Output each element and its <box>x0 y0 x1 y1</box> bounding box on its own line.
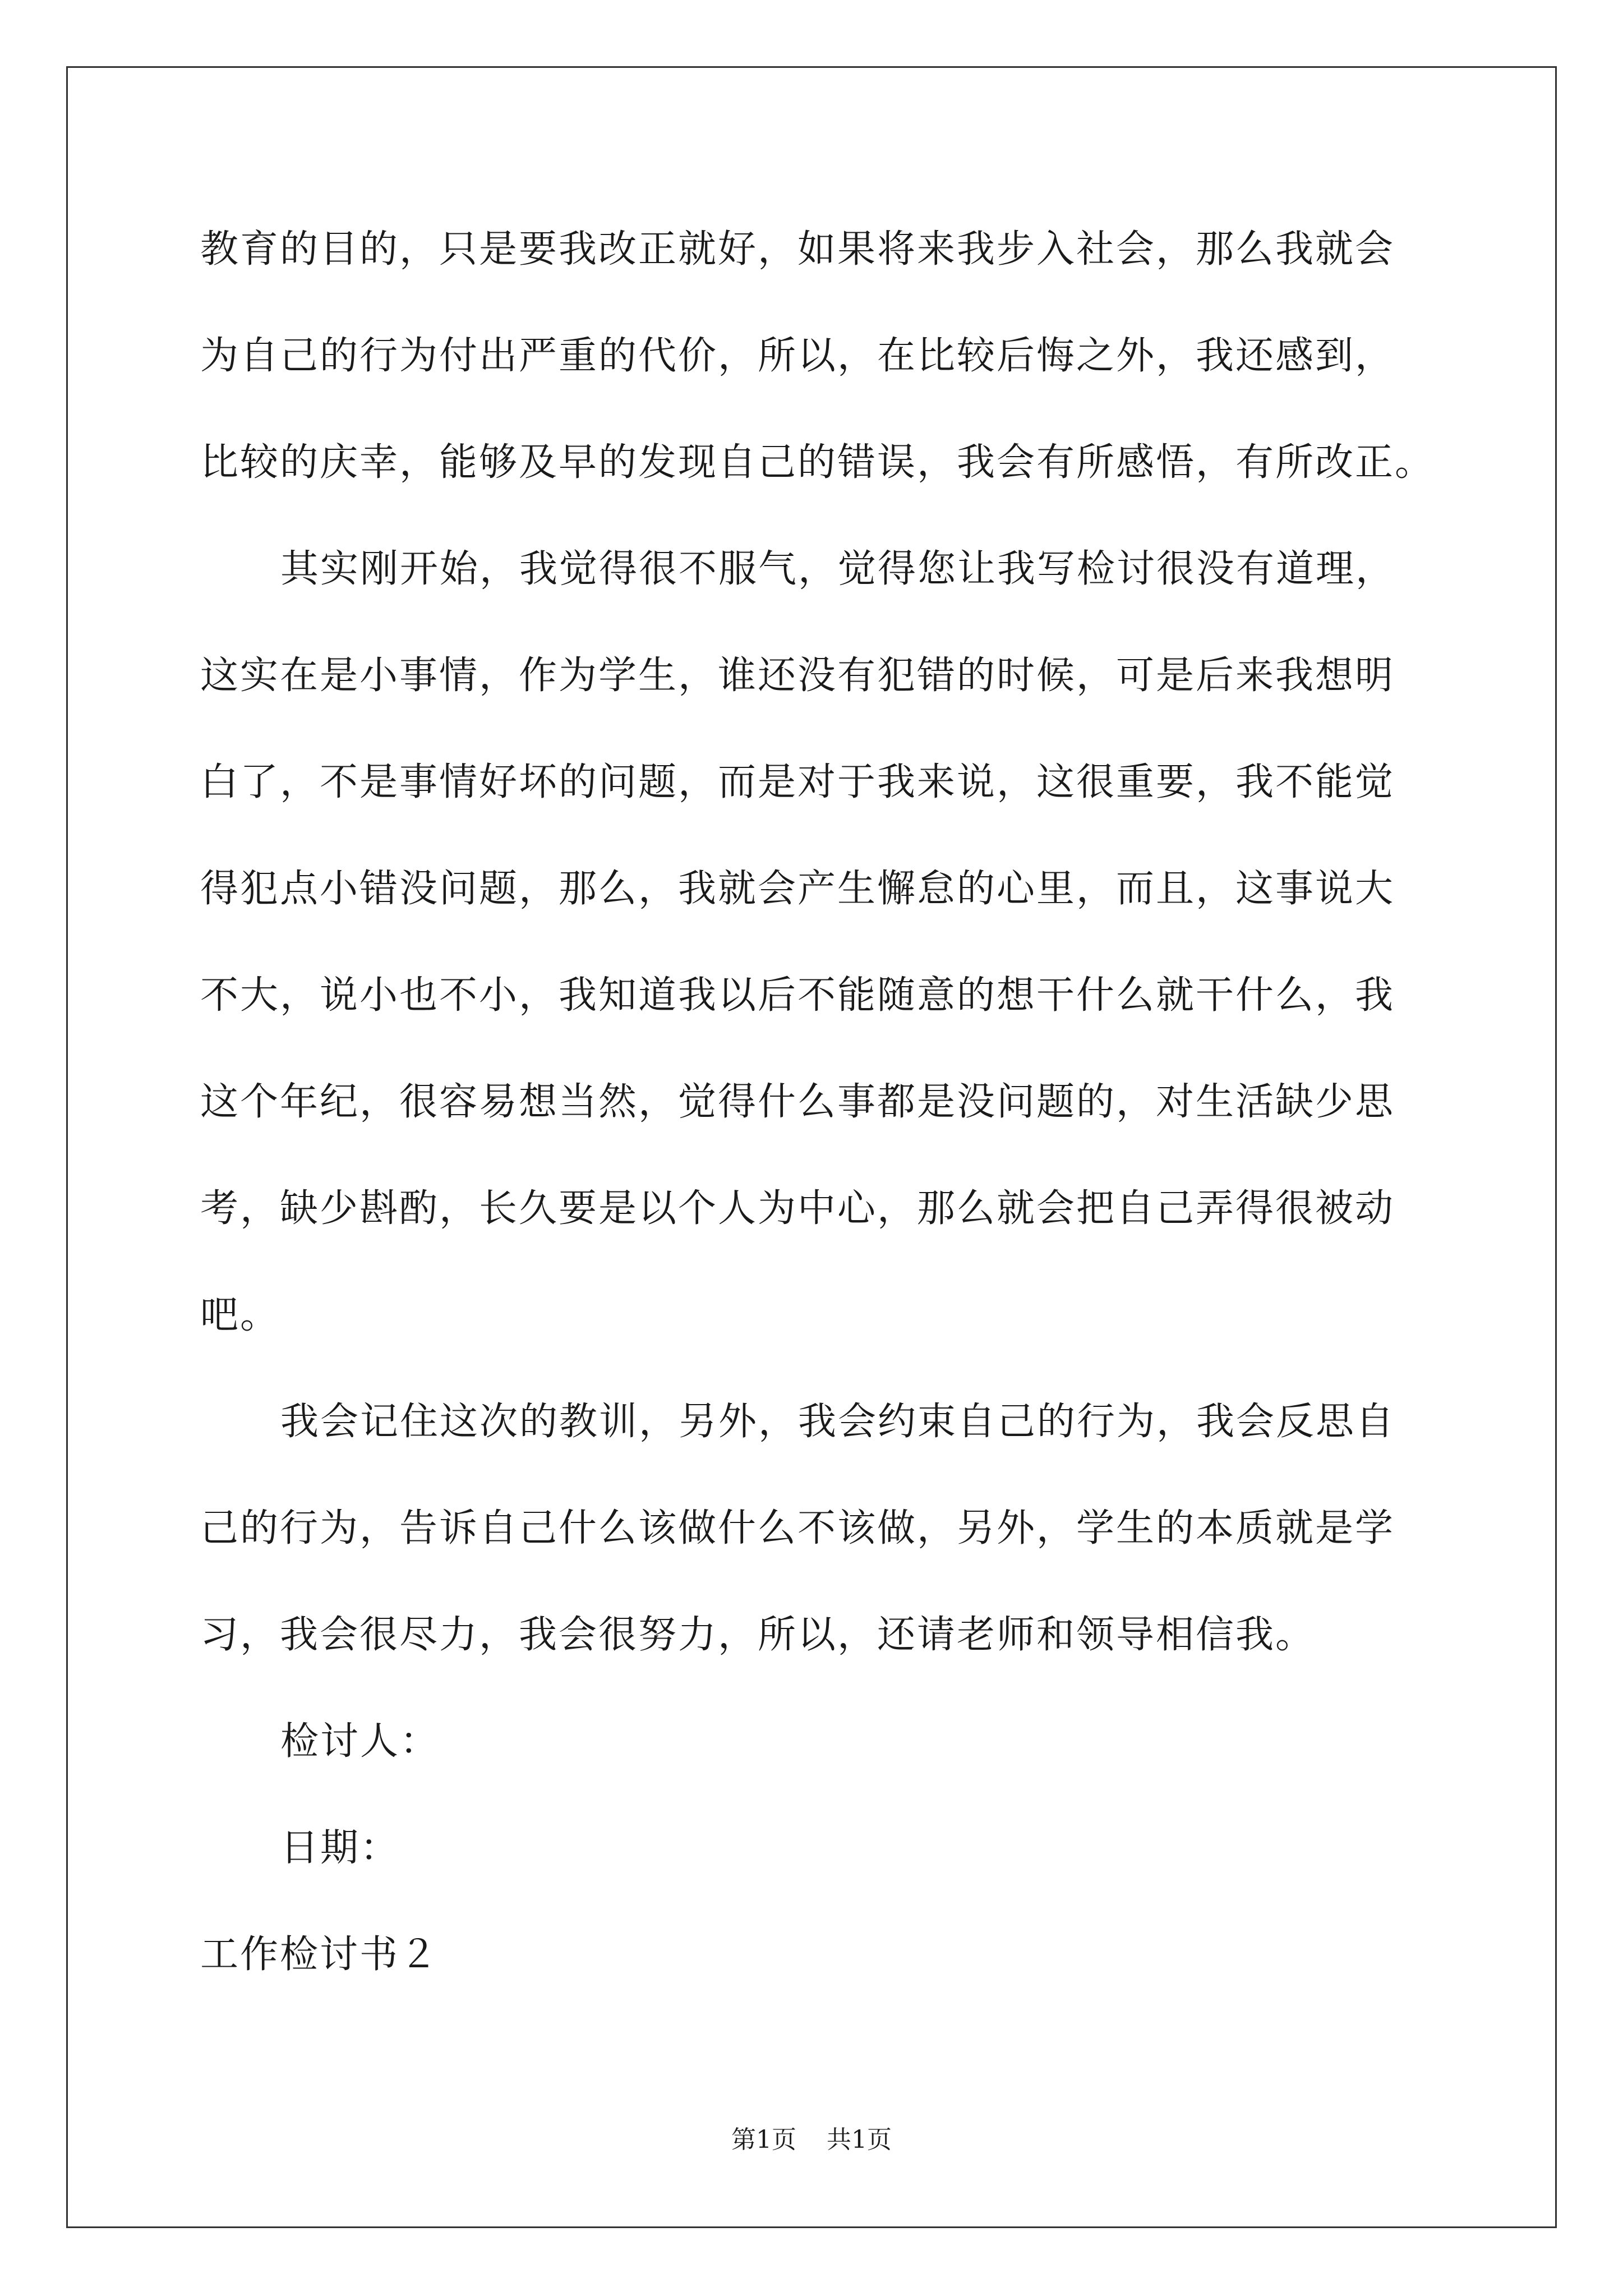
page-current: 第1页 <box>731 2125 796 2154</box>
paragraph-line: 为自己的行为付出严重的代价，所以，在比较后悔之外，我还感到， <box>200 334 1395 378</box>
paragraph-line: 白了，不是事情好坏的问题，而是对于我来说，这很重要，我不能觉 <box>200 760 1395 804</box>
section-heading: 工作检讨书２ <box>200 1932 440 1977</box>
paragraph-line: 教育的目的，只是要我改正就好，如果将来我步入社会，那么我就会 <box>200 227 1395 272</box>
page-footer <box>0 2123 1623 2157</box>
paragraph-line: 得犯点小错没问题，那么，我就会产生懈怠的心里，而且，这事说大 <box>200 867 1395 911</box>
date-label: 日期： <box>280 1826 400 1870</box>
paragraph-line: 其实刚开始，我觉得很不服气，觉得您让我写检讨很没有道理， <box>280 547 1396 591</box>
paragraph-line: 这实在是小事情，作为学生，谁还没有犯错的时候，可是后来我想明 <box>200 654 1395 698</box>
paragraph-line: 这个年纪，很容易想当然，觉得什么事都是没问题的，对生活缺少思 <box>200 1080 1395 1124</box>
paragraph-line: 不大，说小也不小，我知道我以后不能随意的想干什么就干什么，我 <box>200 973 1395 1018</box>
paragraph-line: 吧。 <box>200 1293 280 1337</box>
paragraph-line: 比较的庆幸，能够及早的发现自己的错误，我会有所感悟，有所改正。 <box>200 440 1435 485</box>
page-total: 共1页 <box>827 2125 892 2154</box>
signature-label: 检讨人： <box>280 1719 440 1764</box>
paragraph-line: 习，我会很尽力，我会很努力，所以，还请老师和领导相信我。 <box>200 1613 1316 1657</box>
paragraph-line: 己的行为，告诉自己什么该做什么不该做，另外，学生的本质就是学 <box>200 1506 1395 1550</box>
paragraph-line: 考，缺少斟酌，长久要是以个人为中心，那么就会把自己弄得很被动 <box>200 1186 1395 1231</box>
page-border <box>66 66 1557 2228</box>
paragraph-line: 我会记住这次的教训，另外，我会约束自己的行为，我会反思自 <box>280 1400 1396 1444</box>
